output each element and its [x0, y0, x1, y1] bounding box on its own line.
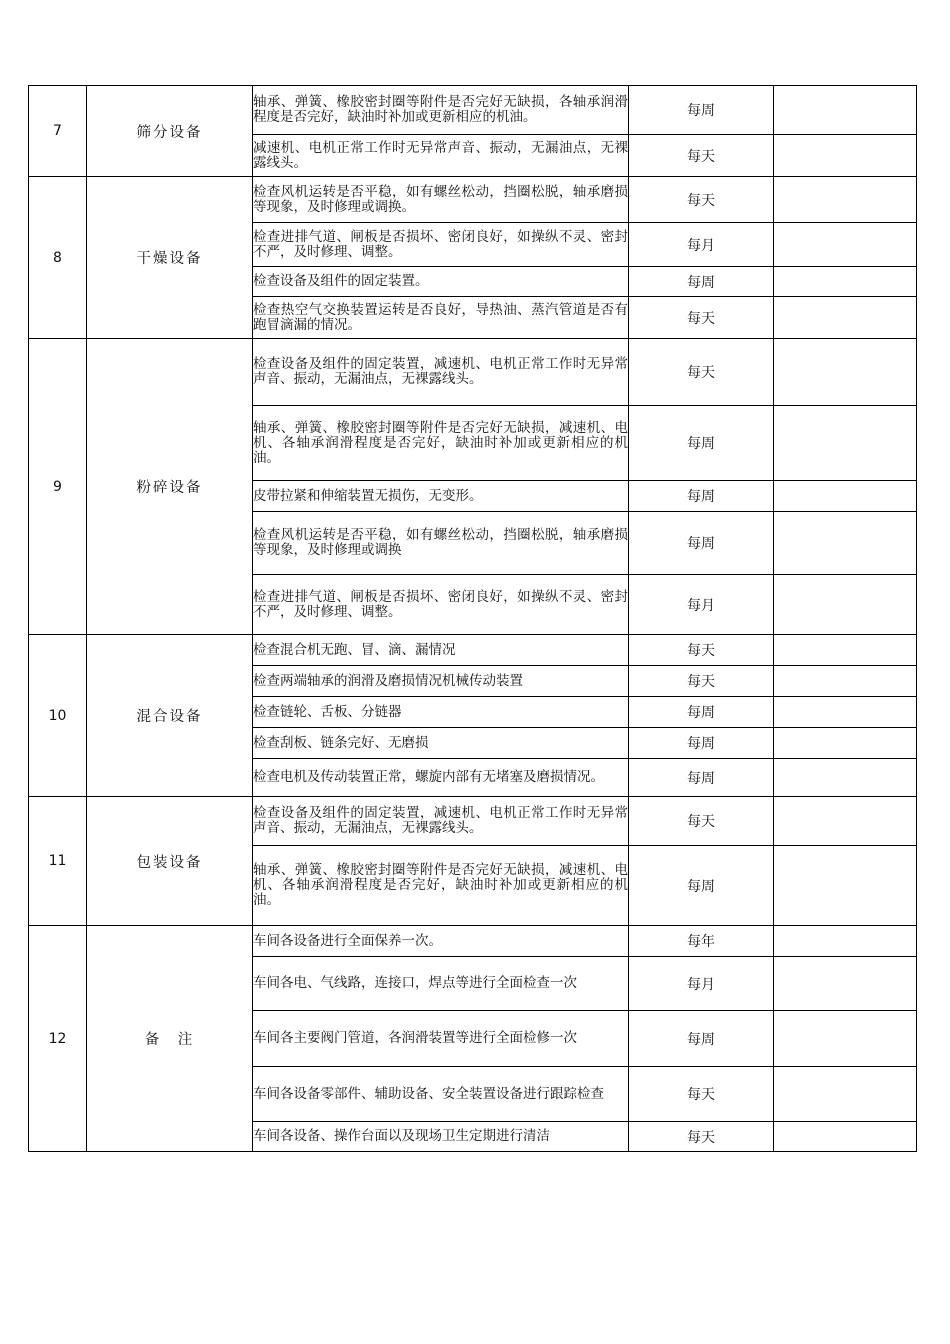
check-item: 检查进排气道、闸板是否损坏、密闭良好，如操纵不灵、密封不严，及时修理、调整。 — [253, 223, 629, 267]
equipment-name: 筛分设备 — [87, 86, 253, 177]
record-cell[interactable] — [774, 406, 917, 481]
check-item: 车间各设备零部件、辅助设备、安全装置设备进行跟踪检查 — [253, 1067, 629, 1122]
frequency: 每天 — [629, 297, 774, 339]
frequency: 每天 — [629, 177, 774, 223]
table-row — [29, 635, 917, 666]
frequency: 每月 — [629, 575, 774, 635]
frequency: 每月 — [629, 223, 774, 267]
frequency: 每天 — [629, 135, 774, 177]
check-item: 检查刮板、链条完好、无磨损 — [253, 728, 629, 759]
record-cell[interactable] — [774, 135, 917, 177]
frequency: 每年 — [629, 926, 774, 957]
record-cell[interactable] — [774, 267, 917, 297]
frequency: 每月 — [629, 957, 774, 1011]
check-item: 车间各主要阀门管道，各润滑装置等进行全面检修一次 — [253, 1011, 629, 1067]
record-cell[interactable] — [774, 86, 917, 135]
frequency: 每周 — [629, 759, 774, 797]
check-item: 检查风机运转是否平稳，如有螺丝松动，挡圈松脱，轴承磨损等现象，及时修理或调换。 — [253, 177, 629, 223]
record-cell[interactable] — [774, 339, 917, 406]
frequency: 每周 — [629, 728, 774, 759]
frequency: 每周 — [629, 481, 774, 512]
check-item: 减速机、电机正常工作时无异常声音、振动，无漏油点，无裸露线头。 — [253, 135, 629, 177]
frequency: 每天 — [629, 666, 774, 697]
equipment-name: 干燥设备 — [87, 177, 253, 339]
frequency: 每周 — [629, 86, 774, 135]
table-row — [29, 797, 917, 846]
table-row — [29, 339, 917, 406]
record-cell[interactable] — [774, 481, 917, 512]
equipment-name: 包装设备 — [87, 797, 253, 926]
record-cell[interactable] — [774, 666, 917, 697]
check-item: 检查设备及组件的固定装置。 — [253, 267, 629, 297]
record-cell[interactable] — [774, 1011, 917, 1067]
maintenance-table — [28, 85, 917, 1152]
record-cell[interactable] — [774, 512, 917, 575]
record-cell[interactable] — [774, 697, 917, 728]
check-item: 皮带拉紧和伸缩装置无损伤，无变形。 — [253, 481, 629, 512]
check-item: 检查链轮、舌板、分链器 — [253, 697, 629, 728]
equipment-name: 备 注 — [87, 926, 253, 1152]
check-item: 检查热空气交换装置运转是否良好，导热油、蒸汽管道是否有跑冒滴漏的情况。 — [253, 297, 629, 339]
record-cell[interactable] — [774, 759, 917, 797]
group-number: 12 — [29, 926, 87, 1152]
frequency: 每周 — [629, 1011, 774, 1067]
record-cell[interactable] — [774, 635, 917, 666]
check-item: 检查电机及传动装置正常，螺旋内部有无堵塞及磨损情况。 — [253, 759, 629, 797]
group-number: 10 — [29, 635, 87, 797]
check-item: 车间各电、气线路，连接口，焊点等进行全面检查一次 — [253, 957, 629, 1011]
check-item: 检查设备及组件的固定装置，减速机、电机正常工作时无异常声音、振动，无漏油点，无裸露线头。 — [253, 797, 629, 846]
frequency: 每周 — [629, 406, 774, 481]
table-row — [29, 86, 917, 135]
record-cell[interactable] — [774, 575, 917, 635]
record-cell[interactable] — [774, 728, 917, 759]
equipment-name: 混合设备 — [87, 635, 253, 797]
check-item: 检查风机运转是否平稳，如有螺丝松动，挡圈松脱，轴承磨损等现象，及时修理或调换 — [253, 512, 629, 575]
check-item: 检查两端轴承的润滑及磨损情况机械传动装置 — [253, 666, 629, 697]
frequency: 每周 — [629, 846, 774, 926]
frequency: 每周 — [629, 267, 774, 297]
group-number: 7 — [29, 86, 87, 177]
group-number: 9 — [29, 339, 87, 635]
check-item: 轴承、弹簧、橡胶密封圈等附件是否完好无缺损，各轴承润滑程度是否完好，缺油时补加或更新相应的机油。 — [253, 86, 629, 135]
record-cell[interactable] — [774, 297, 917, 339]
check-item: 轴承、弹簧、橡胶密封圈等附件是否完好无缺损，减速机、电机、各轴承润滑程度是否完好，缺油时补加或更新相应的机油。 — [253, 406, 629, 481]
frequency: 每周 — [629, 512, 774, 575]
record-cell[interactable] — [774, 926, 917, 957]
record-cell[interactable] — [774, 957, 917, 1011]
record-cell[interactable] — [774, 1122, 917, 1152]
check-item: 检查设备及组件的固定装置，减速机、电机正常工作时无异常声音、振动，无漏油点，无裸露线头。 — [253, 339, 629, 406]
frequency: 每天 — [629, 1067, 774, 1122]
table-row — [29, 926, 917, 957]
record-cell[interactable] — [774, 1067, 917, 1122]
check-item: 检查混合机无跑、冒、滴、漏情况 — [253, 635, 629, 666]
check-item: 车间各设备进行全面保养一次。 — [253, 926, 629, 957]
record-cell[interactable] — [774, 797, 917, 846]
frequency: 每天 — [629, 635, 774, 666]
record-cell[interactable] — [774, 846, 917, 926]
group-number: 8 — [29, 177, 87, 339]
record-cell[interactable] — [774, 177, 917, 223]
record-cell[interactable] — [774, 223, 917, 267]
equipment-name: 粉碎设备 — [87, 339, 253, 635]
table-row — [29, 177, 917, 223]
check-item: 轴承、弹簧、橡胶密封圈等附件是否完好无缺损，减速机、电机、各轴承润滑程度是否完好，缺油时补加或更新相应的机油。 — [253, 846, 629, 926]
group-number: 11 — [29, 797, 87, 926]
frequency: 每天 — [629, 797, 774, 846]
frequency: 每天 — [629, 339, 774, 406]
frequency: 每天 — [629, 1122, 774, 1152]
frequency: 每周 — [629, 697, 774, 728]
check-item: 检查进排气道、闸板是否损坏、密闭良好，如操纵不灵、密封不严，及时修理、调整。 — [253, 575, 629, 635]
check-item: 车间各设备、操作台面以及现场卫生定期进行清洁 — [253, 1122, 629, 1152]
